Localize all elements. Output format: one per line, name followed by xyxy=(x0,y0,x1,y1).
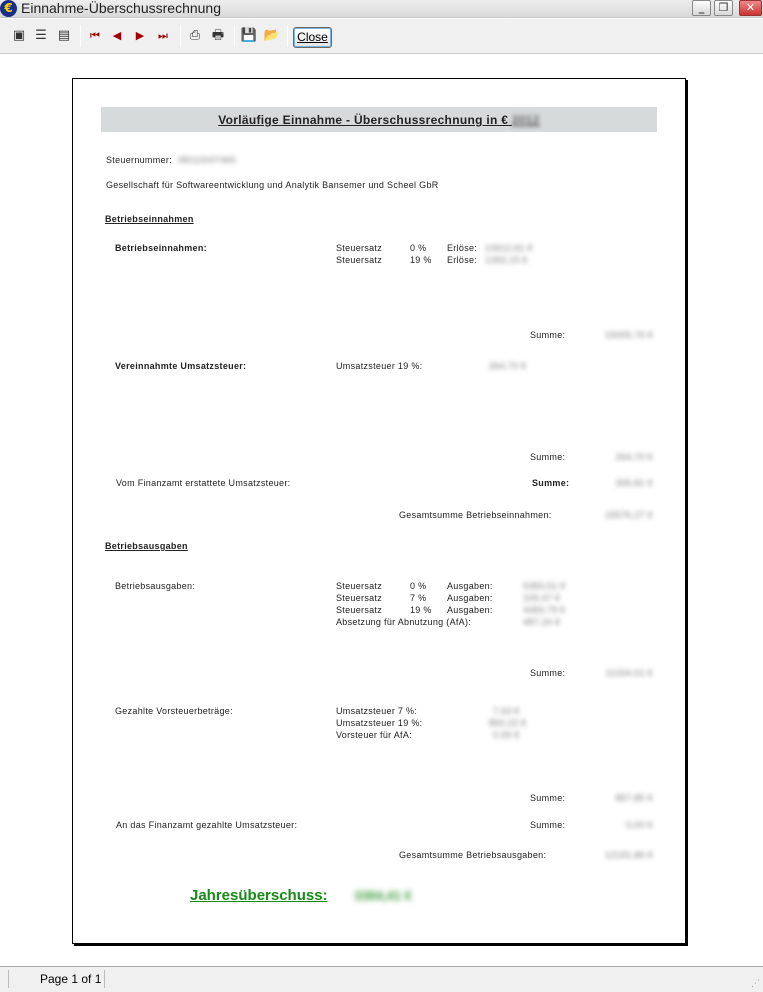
vorsteuer-row-value: 0,00 € xyxy=(493,730,520,740)
ausgaben-row-steuersatz: Steuersatz xyxy=(336,593,383,603)
einnahmen-row-rate: 19 % xyxy=(410,255,432,265)
vorsteuer-row-label: Vorsteuer für AfA: xyxy=(336,730,412,740)
vorsteuer-label: Gezahlte Vorsteuerbeträge: xyxy=(115,706,233,716)
prev-page-icon[interactable]: ◀ xyxy=(112,29,122,42)
einnahmen-row-value: 1393,15 € xyxy=(485,255,528,265)
gesamt-ausgaben-value: 12191,86 € xyxy=(604,850,653,860)
minimize-button[interactable]: _ xyxy=(692,0,711,16)
report-view-icon[interactable]: ▤ xyxy=(57,28,71,43)
report-viewer[interactable] xyxy=(0,55,763,965)
last-page-icon[interactable]: ⏭ xyxy=(158,29,168,42)
report-heading-band xyxy=(101,107,657,132)
vereinnahmte-ust-label: Vereinnahmte Umsatzsteuer: xyxy=(115,361,247,371)
ausgaben-row-value: 4483,79 € xyxy=(523,605,566,615)
toolbar xyxy=(0,19,763,54)
title-bar xyxy=(0,0,763,18)
einnahmen-summe-label: Summe: xyxy=(530,330,566,340)
einnahmen-row-steuersatz: Steuersatz xyxy=(336,255,383,265)
euro-app-icon: € xyxy=(0,0,17,17)
erstattete-ust-value: 305,81 € xyxy=(615,478,653,488)
resize-grip-icon[interactable]: ⋰ xyxy=(751,979,760,989)
ausgaben-row-value: 5383,51 € xyxy=(523,581,566,591)
fa-ust-summe-label: Summe: xyxy=(530,820,566,830)
vereinnahmte-ust-row: Umsatzsteuer 19 %: xyxy=(336,361,423,371)
vorsteuer-row-value: 850,22 € xyxy=(489,718,527,728)
vorsteuer-row-value: 7,63 € xyxy=(493,706,520,716)
ausgaben-label: Betriebsausgaben: xyxy=(115,581,196,591)
status-bar xyxy=(0,966,763,992)
report-heading xyxy=(101,113,657,127)
toolbar-separator xyxy=(180,25,181,47)
report-year: 2012 xyxy=(511,113,540,127)
jahresueberschuss-value: 3384,41 € xyxy=(354,888,412,903)
ausgaben-row-kind: Ausgaben: xyxy=(447,581,493,591)
fa-ust-value: 0,00 € xyxy=(626,820,653,830)
status-divider xyxy=(104,970,105,988)
toolbar-separator xyxy=(234,25,235,47)
page-indicator: Page 1 of 1 xyxy=(40,972,102,986)
einnahmen-label: Betriebseinnahmen: xyxy=(115,243,207,253)
restore-button[interactable]: ❐ xyxy=(714,0,733,16)
report-page xyxy=(72,78,686,944)
gesamt-ausgaben-label: Gesamtsumme Betriebsausgaben: xyxy=(399,850,547,860)
open-folder-icon[interactable]: 📂 xyxy=(263,28,281,43)
report-heading-text: Vorläufige Einnahme - Überschussrechnung in € xyxy=(218,113,509,127)
afa-label: Absetzung für Abnutzung (AfA): xyxy=(336,617,472,627)
vorsteuer-row-label: Umsatzsteuer 19 %: xyxy=(336,718,423,728)
steuernummer-label: Steuernummer: xyxy=(106,155,172,165)
einnahmen-row-rate: 0 % xyxy=(410,243,427,253)
first-page-icon[interactable]: ⏮ xyxy=(90,29,100,42)
ust-summe-label: Summe: xyxy=(530,452,566,462)
einnahmen-row-steuersatz: Steuersatz xyxy=(336,243,383,253)
vereinnahmte-ust-value: 264,70 € xyxy=(489,361,527,371)
gesamt-einnahmen-label: Gesamtsumme Betriebseinnahmen: xyxy=(399,510,552,520)
ausgaben-row-rate: 0 % xyxy=(410,581,427,591)
list-view-icon[interactable]: ☰ xyxy=(35,28,47,43)
erstattete-ust-summe-label: Summe: xyxy=(532,478,570,488)
jahresueberschuss-label: Jahresüberschuss: xyxy=(190,887,328,904)
next-page-icon[interactable]: ▶ xyxy=(135,29,145,42)
ausgaben-row-steuersatz: Steuersatz xyxy=(336,605,383,615)
einnahmen-row-kind: Erlöse: xyxy=(447,243,478,253)
ausgaben-row-kind: Ausgaben: xyxy=(447,605,493,615)
ausgaben-summe-value: 11334,01 € xyxy=(605,668,653,678)
ausgaben-row-rate: 19 % xyxy=(410,605,432,615)
toolbar-separator xyxy=(80,25,81,47)
printer-setup-icon[interactable]: ⎙ xyxy=(189,28,201,43)
status-divider xyxy=(8,970,9,988)
fa-ust-label: An das Finanzamt gezahlte Umsatzsteuer: xyxy=(116,820,298,830)
erstattete-ust-label: Vom Finanzamt erstattete Umsatzsteuer: xyxy=(116,478,291,488)
gesamt-einnahmen-value: 15576,27 € xyxy=(604,510,653,520)
vorsteuer-row-label: Umsatzsteuer 7 %: xyxy=(336,706,418,716)
section-betriebsausgaben: Betriebsausgaben xyxy=(105,541,188,551)
einnahmen-summe-value: 15005,76 € xyxy=(604,330,653,340)
vorsteuer-summe-value: 857,85 € xyxy=(615,793,653,803)
window-title: Einnahme-Überschussrechnung xyxy=(21,0,221,16)
einnahmen-row-value: 13612,61 € xyxy=(485,243,534,253)
close-button[interactable]: Close xyxy=(293,27,332,48)
afa-value: 487,24 € xyxy=(523,617,561,627)
ausgaben-row-value: 105,47 € xyxy=(523,593,561,603)
close-window-button[interactable]: ✕ xyxy=(739,0,762,16)
company-name: Gesellschaft für Softwareentwicklung und Analytik Bansemer und Scheel GbR xyxy=(106,180,439,190)
einnahmen-row-kind: Erlöse: xyxy=(447,255,478,265)
section-betriebseinnahmen: Betriebseinnahmen xyxy=(105,214,194,224)
ausgaben-summe-label: Summe: xyxy=(530,668,566,678)
page-view-icon[interactable]: ▣ xyxy=(12,28,26,43)
vorsteuer-summe-label: Summe: xyxy=(530,793,566,803)
ausgaben-row-steuersatz: Steuersatz xyxy=(336,581,383,591)
save-icon[interactable]: 💾 xyxy=(240,28,258,43)
ausgaben-row-kind: Ausgaben: xyxy=(447,593,493,603)
print-icon[interactable]: 🖶 xyxy=(211,28,225,43)
ust-summe-value: 264,70 € xyxy=(615,452,653,462)
steuernummer-value: 08/115/07465 xyxy=(178,155,236,165)
toolbar-separator xyxy=(287,25,288,47)
ausgaben-row-rate: 7 % xyxy=(410,593,427,603)
